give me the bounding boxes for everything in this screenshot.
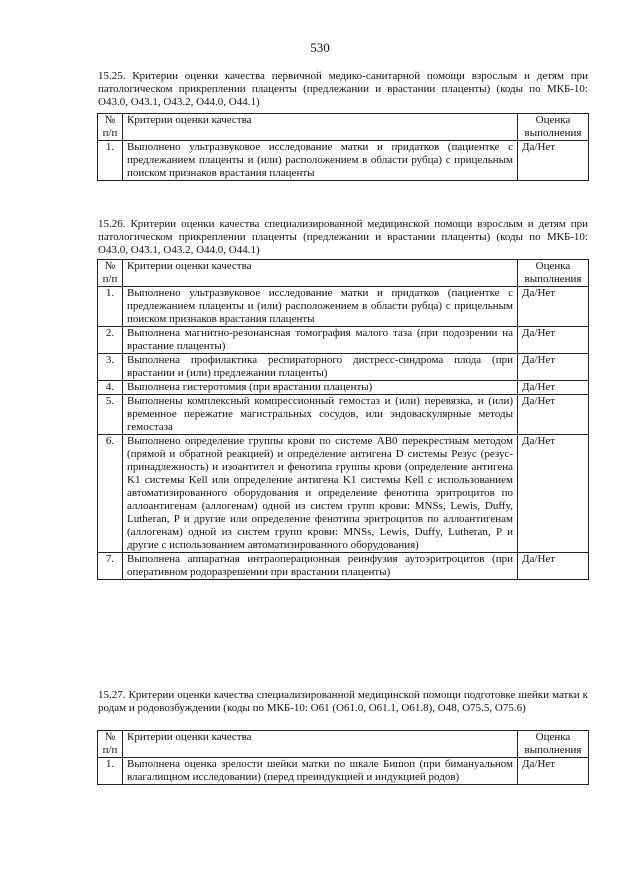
row-criteria: Выполнена оценка зрелости шейки матки по шкале Бишоп (при бимануальном влагалищном исследовании) (перед преиндукцией и индукцией родов) <box>123 758 518 785</box>
criteria-table-15-25 <box>97 113 589 181</box>
row-result: Да/Нет <box>518 381 589 395</box>
section-title-15-26: 15.26. Критерии оценки качества специализированной медицинской помощи взрослым и детям при патологическом прикреплении плаценты (предлежании и врастании плаценты) (коды по МКБ-10: O43.0, O43.1, O43.2, O44.0, O44.1) <box>98 218 588 256</box>
row-criteria: Выполнена аппаратная интраоперационная реинфузия аутоэритроцитов (при оперативном родоразрешении при врастании плаценты) <box>123 553 518 580</box>
criteria-table-15-26 <box>97 259 589 580</box>
header-criteria: Критерии оценки качества <box>123 114 518 141</box>
table-row <box>98 327 589 354</box>
table-row <box>98 354 589 381</box>
row-criteria: Выполнено ультразвуковое исследование матки и придатков (пациентке с предлежанием плаценты и (или) расположением в области рубца) с прицельным поиском признаков врастания плаценты <box>123 141 518 181</box>
row-result: Да/Нет <box>518 327 589 354</box>
row-num: 5. <box>98 395 123 435</box>
table-row <box>98 395 589 435</box>
header-result: Оценка выполнения <box>518 114 589 141</box>
row-criteria: Выполнены комплексный компрессионный гемостаз и (или) перевязка, и (или) временное пережатие магистральных сосудов, или эндоваскулярные методы гемостаза <box>123 395 518 435</box>
table-row <box>98 758 589 785</box>
row-result: Да/Нет <box>518 354 589 381</box>
header-criteria: Критерии оценки качества <box>123 731 518 758</box>
table-row <box>98 141 589 181</box>
header-criteria: Критерии оценки качества <box>123 260 518 287</box>
row-criteria: Выполнено ультразвуковое исследование матки и придатков (пациентке с предлежанием плаценты и (или) расположением в области рубца) с прицельным поиском признаков врастания плаценты <box>123 287 518 327</box>
row-result: Да/Нет <box>518 435 589 553</box>
row-result: Да/Нет <box>518 395 589 435</box>
section-title-15-25: 15.25. Критерии оценки качества первичной медико-санитарной помощи взрослым и детям при патологическом прикреплении плаценты (предлежании и врастании плаценты) (коды по МКБ-10: O43.0, O43.1, O43.2, O44.0, O44.1) <box>98 70 588 108</box>
row-num: 1. <box>98 287 123 327</box>
row-num: 1. <box>98 758 123 785</box>
table-row <box>98 553 589 580</box>
page-number: 530 <box>310 40 330 55</box>
section-title-15-27: 15.27. Критерии оценки качества специализированной медицинской помощи подготовке шейки матки к родам и родовозбуждении (коды по МКБ-10: O61 (O61.0, O61.1, O61.8), O48, O75.5, O75.6) <box>98 689 588 714</box>
header-result: Оценка выполнения <box>518 731 589 758</box>
row-criteria: Выполнена профилактика респираторного дистресс-синдрома плода (при врастании и (или) предлежании плаценты) <box>123 354 518 381</box>
header-num: № п/п <box>98 114 123 141</box>
table-header-row <box>98 260 589 287</box>
header-num: № п/п <box>98 260 123 287</box>
row-criteria: Выполнена магнитно-резонансная томография малого таза (при подозрении на врастание плаценты) <box>123 327 518 354</box>
row-criteria: Выполнено определение группы крови по системе AB0 перекрестным методом (прямой и обратной реакцией) и определение антигена D системы Резус (резус-принадлежность) и изоантител и фенотипа группы крови (определение антигена K1 системы Kell или определение антигена K1 системы Kell с использованием автоматизированного оборудования и определение фенотипа эритроцитов по аллоантигенам (аллогенам) одной из систем групп крови: MNSs, Lewis, Duffy, Lutheran, P и другие или определение фенотипа эритроцитов по аллоантигенам (аллогенам) одной из систем групп крови: MNSs, Lewis, Duffy, Lutheran, P и другие с использованием автоматизированного оборудования) <box>123 435 518 553</box>
table-header-row <box>98 731 589 758</box>
row-num: 6. <box>98 435 123 553</box>
row-result: Да/Нет <box>518 287 589 327</box>
header-num: № п/п <box>98 731 123 758</box>
criteria-table-15-27 <box>97 730 589 785</box>
table-header-row <box>98 114 589 141</box>
table-row <box>98 435 589 553</box>
table-row <box>98 381 589 395</box>
row-num: 7. <box>98 553 123 580</box>
table-row <box>98 287 589 327</box>
row-num: 3. <box>98 354 123 381</box>
row-criteria: Выполнена гистеротомия (при врастании плаценты) <box>123 381 518 395</box>
row-result: Да/Нет <box>518 141 589 181</box>
row-num: 2. <box>98 327 123 354</box>
row-result: Да/Нет <box>518 758 589 785</box>
header-result: Оценка выполнения <box>518 260 589 287</box>
row-result: Да/Нет <box>518 553 589 580</box>
row-num: 1. <box>98 141 123 181</box>
row-num: 4. <box>98 381 123 395</box>
